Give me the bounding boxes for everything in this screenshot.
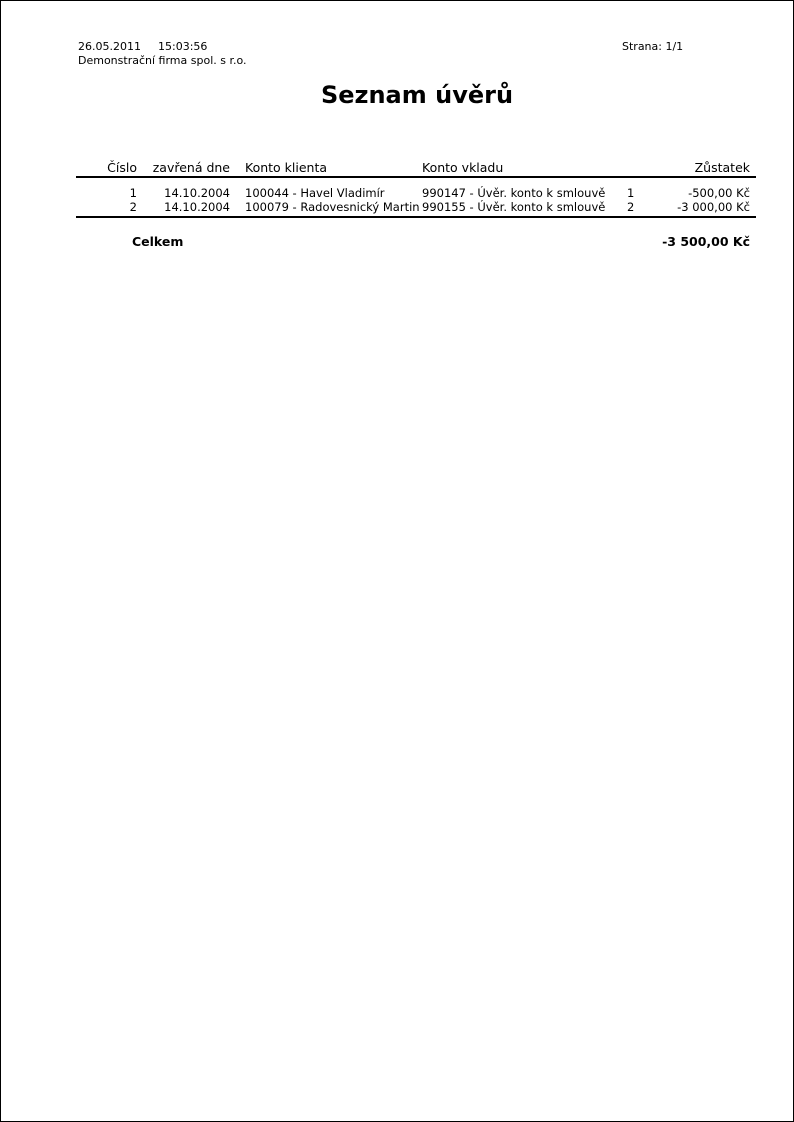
row-number: 1 xyxy=(129,186,137,200)
total-label: Celkem xyxy=(132,234,184,249)
page-number: Strana: 1/1 xyxy=(622,40,684,53)
total-value: -3 500,00 Kč xyxy=(662,234,750,249)
header-divider xyxy=(76,176,756,178)
row-closed-on: 14.10.2004 xyxy=(164,200,230,214)
row-extra: 2 xyxy=(627,200,635,214)
row-deposit-account: 990155 - Úvěr. konto k smlouvě xyxy=(422,200,606,214)
col-header-closed-on: zavřená dne xyxy=(152,160,230,175)
row-client-account: 100044 - Havel Vladimír xyxy=(245,186,385,200)
col-header-deposit-account: Konto vkladu xyxy=(422,160,504,175)
row-extra: 1 xyxy=(627,186,635,200)
print-date: 26.05.2011 xyxy=(78,40,141,53)
row-deposit-account: 990147 - Úvěr. konto k smlouvě xyxy=(422,186,606,200)
col-header-client-account: Konto klienta xyxy=(245,160,328,175)
page-title: Seznam úvěrů xyxy=(320,81,514,109)
col-header-balance: Zůstatek xyxy=(694,160,750,175)
row-number: 2 xyxy=(129,200,137,214)
footer-divider xyxy=(76,216,756,218)
print-time: 15:03:56 xyxy=(158,40,208,53)
row-closed-on: 14.10.2004 xyxy=(164,186,230,200)
row-balance: -3 000,00 Kč xyxy=(677,200,750,214)
col-header-number: Číslo xyxy=(107,160,137,175)
company-name: Demonstrační firma spol. s r.o. xyxy=(78,54,247,67)
row-balance: -500,00 Kč xyxy=(688,186,750,200)
row-client-account: 100079 - Radovesnický Martin xyxy=(245,200,420,214)
